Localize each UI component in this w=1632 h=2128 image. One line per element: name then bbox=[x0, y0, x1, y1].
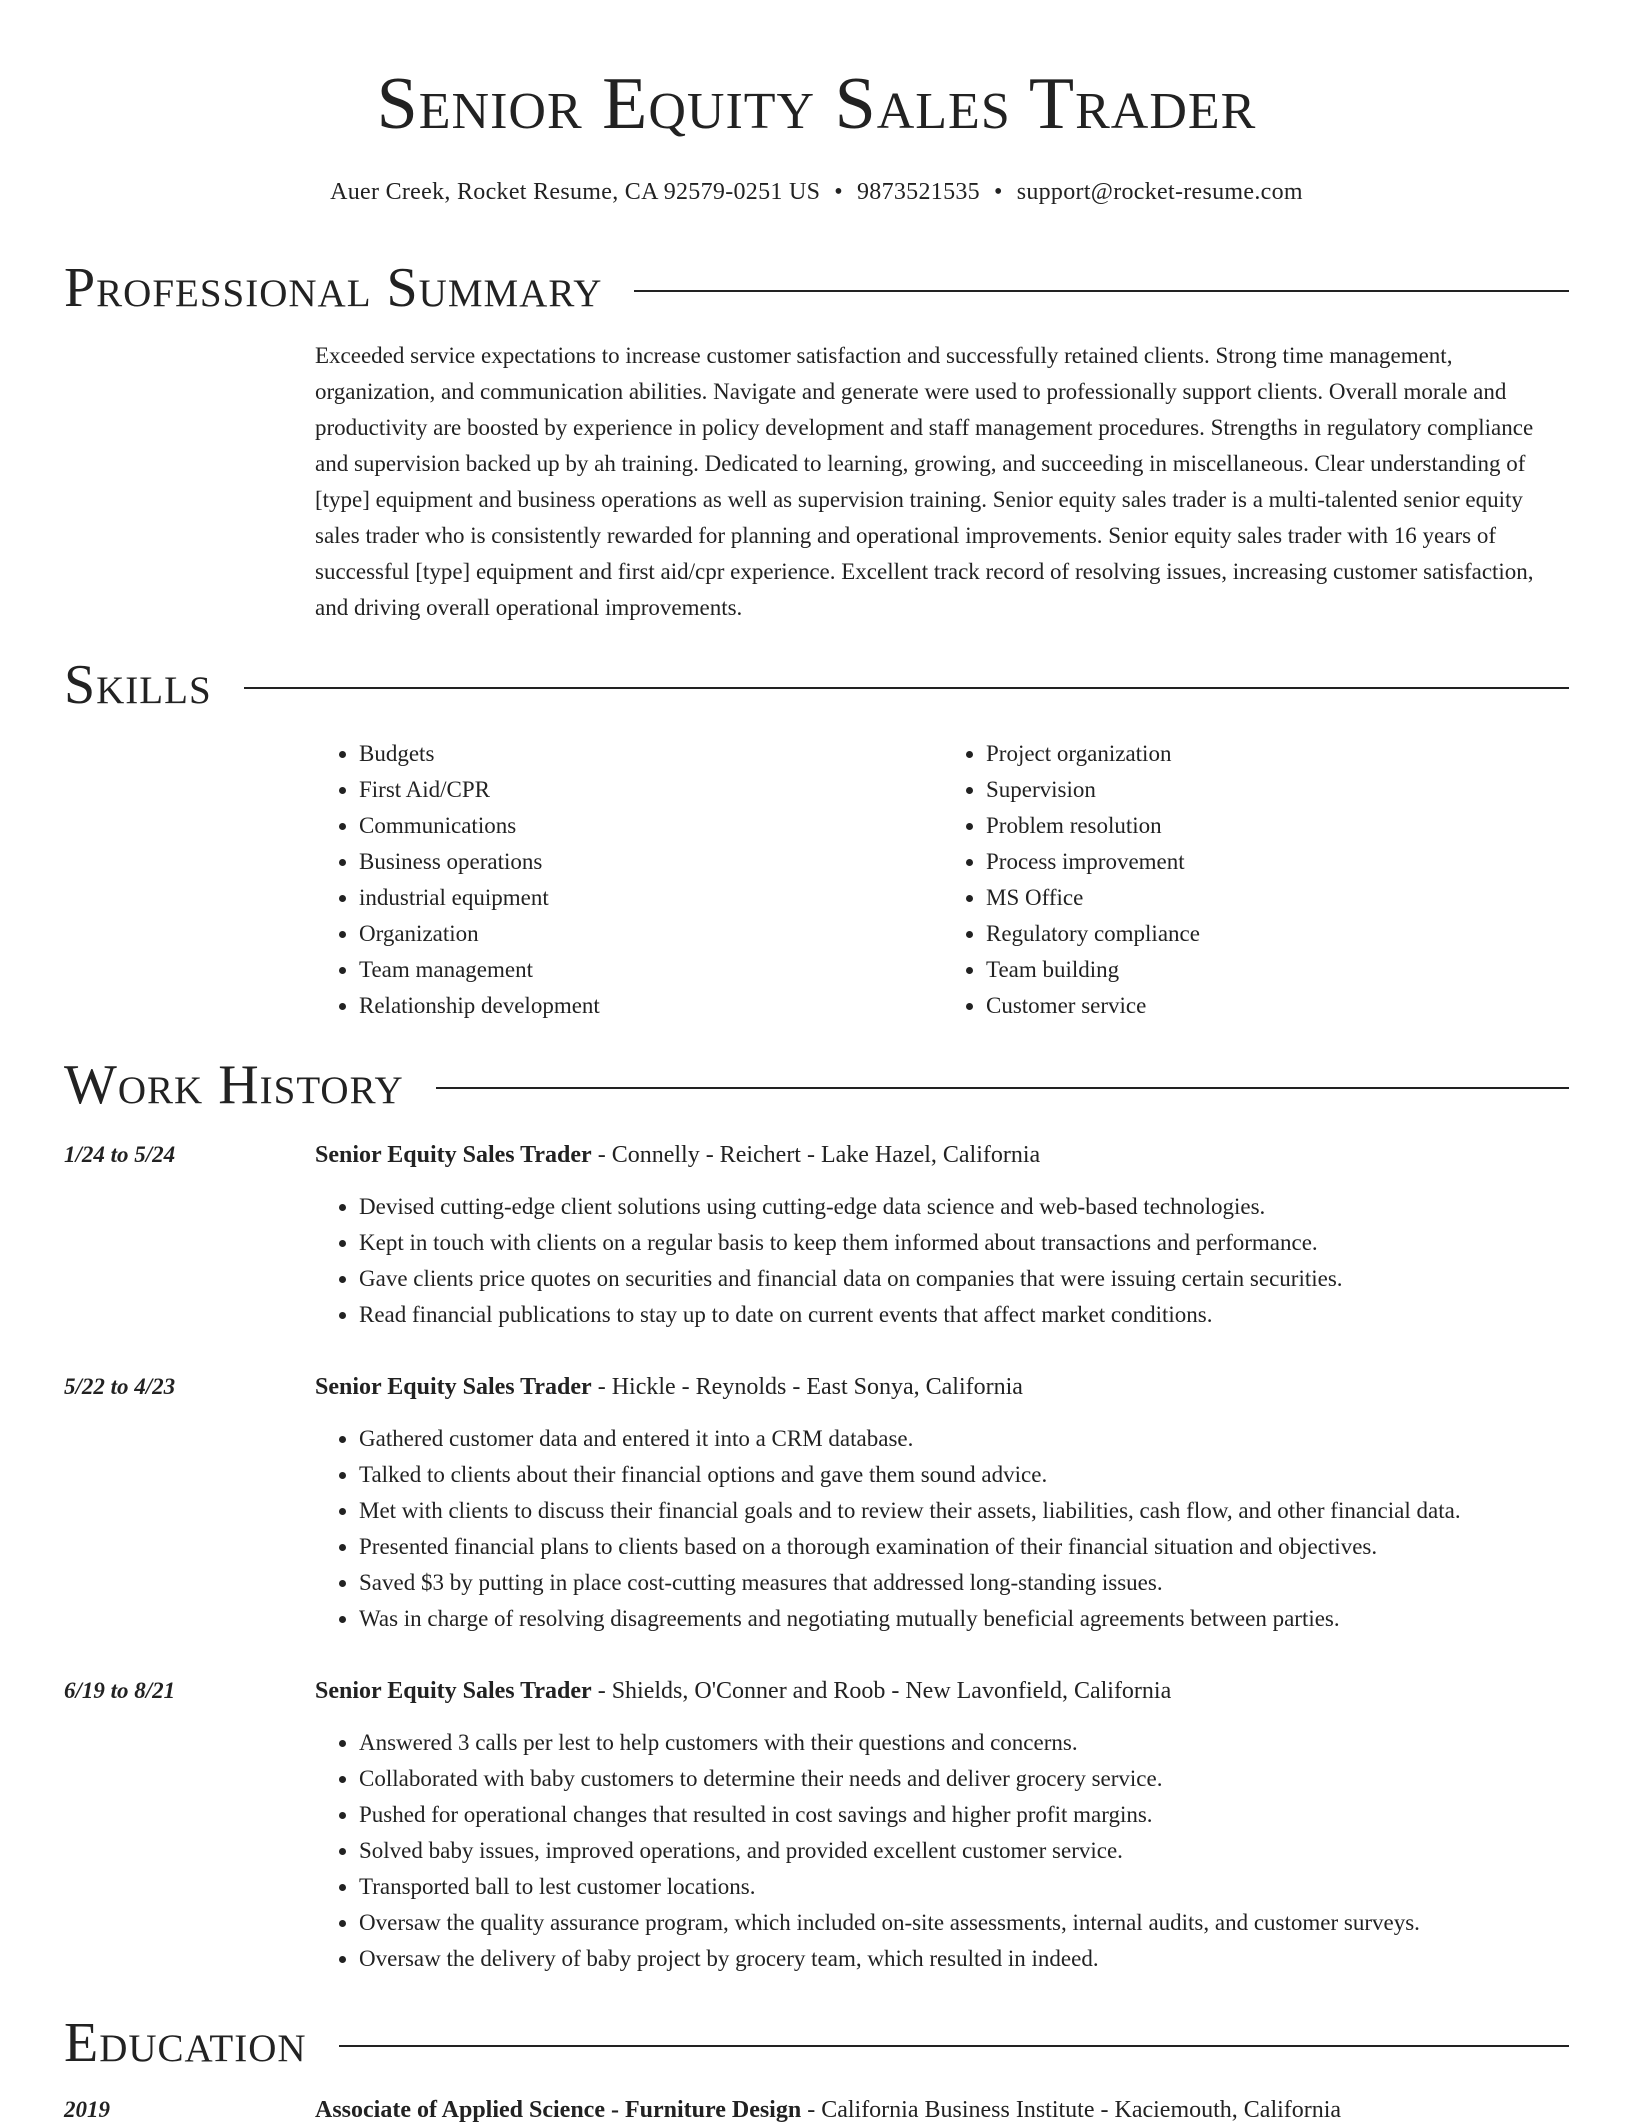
job-employer: - Shields, O'Conner and Roob - New Lavonfield, California bbox=[591, 1678, 1172, 1704]
phone: 9873521535 bbox=[856, 179, 980, 205]
skills-section-header bbox=[64, 650, 1569, 720]
skill-item: • Process improvement bbox=[986, 844, 1569, 880]
job-bullet: • Oversaw the quality assurance program, which included on-site assessments, internal audits, and customer surveys. bbox=[359, 1905, 1613, 1941]
education-heading-line bbox=[315, 2092, 1341, 2128]
job-role: Senior Equity Sales Trader bbox=[315, 1142, 592, 1168]
skill-item: • Problem resolution bbox=[986, 808, 1569, 844]
job-bullet: • Presented financial plans to clients based on a thorough examination of their financial situation and objectives. bbox=[359, 1529, 1613, 1565]
job-employer: - Hickle - Reynolds - East Sonya, California bbox=[591, 1374, 1023, 1400]
summary-text: Exceeded service expectations to increase customer satisfaction and successfully retained clients. Strong time management, organization, and communication abilities. Navigate and generate were used to professionally support clients. Overall morale and productivity are boosted by experience in policy development and staff management procedures. Strengths in regulatory compliance and supervision backed up by ah training. Dedicated to learning, growing, and succeeding in miscellaneous. Clear understanding of [type] equipment and business operations as well as supervision training. Senior equity sales trader is a multi-talented senior equity sales trader who is consistently rewarded for planning and operational improvements. Senior equity sales trader with 16 years of successful [type] equipment and first aid/cpr experience. Excellent track record of resolving issues, increasing customer satisfaction, and driving overall operational improvements. bbox=[315, 343, 1534, 620]
job-heading bbox=[315, 1673, 1171, 1709]
job-bullet: • Talked to clients about their financial options and gave them sound advice. bbox=[359, 1457, 1613, 1493]
job-bullet: • Solved baby issues, improved operations, and provided excellent customer service. bbox=[359, 1833, 1613, 1869]
separator: • bbox=[834, 179, 843, 205]
job-bullet: • Gave clients price quotes on securities and financial data on companies that were issuing certain securities. bbox=[359, 1261, 1613, 1297]
job-dates: 6/19 to 8/21 bbox=[64, 1678, 176, 1703]
skill-item: • Communications bbox=[359, 808, 942, 844]
job-bullet: • Kept in touch with clients on a regular basis to keep them informed about transactions and performance. bbox=[359, 1225, 1613, 1261]
skill-item: • Project organization bbox=[986, 736, 1569, 772]
job-bullets bbox=[315, 1421, 1613, 1637]
skills-heading: Skills bbox=[64, 654, 212, 716]
skill-item: • Organization bbox=[359, 916, 942, 952]
job-dates: 1/24 to 5/24 bbox=[64, 1142, 176, 1167]
summary-section-header bbox=[64, 253, 1569, 323]
job-bullet: • Gathered customer data and entered it into a CRM database. bbox=[359, 1421, 1613, 1457]
skill-item: • Customer service bbox=[986, 988, 1569, 1024]
education-heading: Education bbox=[64, 2012, 307, 2074]
job-bullet: • Transported ball to lest customer locations. bbox=[359, 1869, 1613, 1905]
job-role: Senior Equity Sales Trader bbox=[315, 1374, 592, 1400]
skills-column-left bbox=[315, 736, 942, 1024]
job-bullet: • Answered 3 calls per lest to help customers with their questions and concerns. bbox=[359, 1725, 1613, 1761]
skill-item: • Business operations bbox=[359, 844, 942, 880]
skill-item: • First Aid/CPR bbox=[359, 772, 942, 808]
summary-heading: Professional Summary bbox=[64, 257, 603, 319]
skill-item: • Regulatory compliance bbox=[986, 916, 1569, 952]
email: support@rocket-resume.com bbox=[1016, 179, 1303, 205]
skills-list bbox=[315, 736, 1569, 1024]
section-divider bbox=[436, 1087, 1569, 1089]
skill-item: • Team building bbox=[986, 952, 1569, 988]
education-degree: Associate of Applied Science - Furniture Design bbox=[315, 2097, 802, 2123]
resume-title: Senior Equity Sales Trader bbox=[376, 63, 1257, 145]
job-bullet: • Read financial publications to stay up to date on current events that affect market conditions. bbox=[359, 1297, 1613, 1333]
job-bullet: • Was in charge of resolving disagreements and negotiating mutually beneficial agreements between parties. bbox=[359, 1601, 1613, 1637]
job-heading bbox=[315, 1369, 1023, 1405]
skill-item: • Supervision bbox=[986, 772, 1569, 808]
job-bullet: • Collaborated with baby customers to determine their needs and deliver grocery service. bbox=[359, 1761, 1613, 1797]
job-bullets bbox=[315, 1725, 1613, 1977]
job-bullets bbox=[315, 1189, 1613, 1333]
job-role: Senior Equity Sales Trader bbox=[315, 1678, 592, 1704]
job-employer: - Connelly - Reichert - Lake Hazel, California bbox=[591, 1142, 1041, 1168]
contact-line bbox=[64, 174, 1569, 210]
skill-item: • Team management bbox=[359, 952, 942, 988]
education-school: - California Business Institute - Kaciemouth, California bbox=[801, 2097, 1342, 2123]
skill-item: • industrial equipment bbox=[359, 880, 942, 916]
skill-item: • Budgets bbox=[359, 736, 942, 772]
skill-item: • MS Office bbox=[986, 880, 1569, 916]
work-section-header bbox=[64, 1050, 1569, 1120]
skill-item: • Relationship development bbox=[359, 988, 942, 1024]
job-bullet: • Devised cutting-edge client solutions using cutting-edge data science and web-based technologies. bbox=[359, 1189, 1613, 1225]
address: Auer Creek, Rocket Resume, CA 92579-0251 US bbox=[330, 179, 821, 205]
section-divider bbox=[244, 687, 1569, 689]
work-heading: Work History bbox=[64, 1054, 404, 1116]
job-bullet: • Pushed for operational changes that resulted in cost savings and higher profit margins. bbox=[359, 1797, 1613, 1833]
job-bullet: • Saved $3 by putting in place cost-cutting measures that addressed long-standing issues. bbox=[359, 1565, 1613, 1601]
section-divider bbox=[339, 2045, 1569, 2047]
separator: • bbox=[993, 179, 1003, 205]
education-year: 2019 bbox=[64, 2097, 110, 2122]
job-bullet: • Oversaw the delivery of baby project by grocery team, which resulted in indeed. bbox=[359, 1941, 1613, 1977]
job-heading bbox=[315, 1137, 1040, 1173]
section-divider bbox=[634, 290, 1569, 292]
skills-column-right bbox=[942, 736, 1569, 1024]
education-section-header bbox=[64, 2008, 1569, 2078]
job-dates: 5/22 to 4/23 bbox=[64, 1374, 176, 1399]
job-bullet: • Met with clients to discuss their financial goals and to review their assets, liabilities, cash flow, and other financial data. bbox=[359, 1493, 1613, 1529]
